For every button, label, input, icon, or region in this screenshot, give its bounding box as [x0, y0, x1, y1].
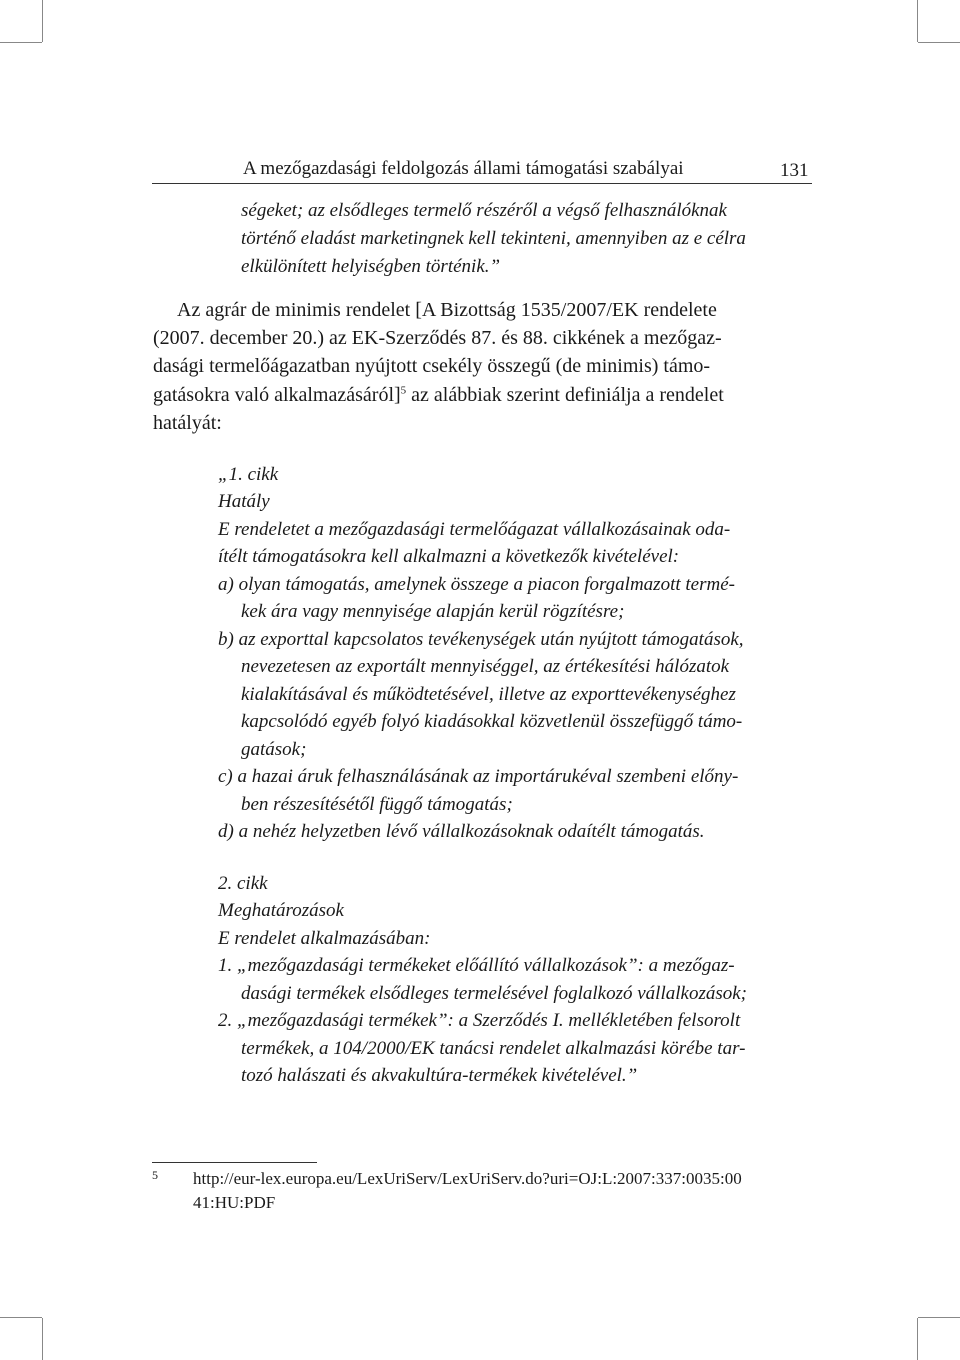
article-line: b) az exporttal kapcsolatos tevékenységek után nyújtott támogatások, [218, 629, 744, 650]
quote-line: ségeket; az elsődleges termelő részéről a végső felhasználóknak [241, 200, 727, 221]
article-line: dasági termékek elsődleges termelésével foglalkozó vállalkozások; [241, 983, 747, 1004]
quote-line: történő eladást marketingnek kell tekinteni, amennyiben az e célra [241, 228, 746, 249]
article-line: E rendeletet a mezőgazdasági termelőágazat vállalkozásainak oda- [218, 519, 731, 540]
crop-mark [0, 1317, 42, 1318]
quote-line: elkülönített helyiségben történik.” [241, 256, 501, 277]
article-line: 2. „mezőgazdasági termékek”: a Szerződés I. mellékletében felsorolt [218, 1010, 741, 1031]
article-line: kek ára vagy mennyisége alapján kerül rögzítésre; [241, 601, 625, 622]
running-title: A mezőgazdasági feldolgozás állami támogatási szabályai [243, 158, 684, 179]
body-text: az alábbiak szerint definiálja a rendelet [406, 384, 724, 406]
crop-mark [918, 1317, 960, 1318]
footnote-link-continued[interactable]: 41:HU:PDF [193, 1193, 276, 1212]
article-line: kapcsolódó egyéb folyó kiadásokkal közvetlenül összefüggő támo- [241, 711, 743, 732]
crop-mark [917, 1318, 918, 1360]
article-line: 1. „mezőgazdasági termékeket előállító vállalkozások”: a mezőgaz- [218, 955, 735, 976]
article-number: 2. cikk [218, 873, 268, 894]
article-line: E rendelet alkalmazásában: [218, 928, 431, 949]
body-line: (2007. december 20.) az EK-Szerződés 87. és 88. cikkének a mezőgaz- [153, 327, 722, 349]
footnote-link[interactable]: http://eur-lex.europa.eu/LexUriServ/LexUriServ.do?uri=OJ:L:2007:337:0035:00 [193, 1169, 742, 1188]
body-line: hatályát: [153, 412, 222, 434]
body-text: gatásokra való alkalmazásáról] [153, 384, 401, 406]
body-line [153, 385, 724, 405]
crop-mark [918, 42, 960, 43]
footnote-mark: 5 [152, 1168, 158, 1182]
article-title: Hatály [218, 491, 270, 512]
crop-mark [42, 0, 43, 42]
crop-mark [42, 1318, 43, 1360]
header-rule [152, 183, 812, 184]
article-title: Meghatározások [218, 900, 344, 921]
article-line: kialakításával és működtetésével, illetve az exporttevékenységhez [241, 684, 736, 705]
crop-mark [0, 42, 42, 43]
body-line: Az agrár de minimis rendelet [A Bizottság 1535/2007/EK rendelete [177, 299, 717, 321]
article-line: a) olyan támogatás, amelynek összege a piacon forgalmazott termé- [218, 574, 735, 595]
body-line: dasági termelőágazatban nyújtott csekély összegű (de minimis) támo- [153, 355, 711, 377]
article-line: d) a nehéz helyzetben lévő vállalkozásoknak odaítélt támogatás. [218, 821, 705, 842]
article-line: nevezetesen az exportált mennyiséggel, az értékesítési hálózatok [241, 656, 730, 677]
article-line: ben részesítésétől függő támogatás; [241, 794, 513, 815]
article-number: „1. cikk [218, 464, 279, 485]
article-line: c) a hazai áruk felhasználásának az importárukéval szembeni előny- [218, 766, 739, 787]
article-line: tozó halászati és akvakultúra-termékek kivételével.” [241, 1065, 638, 1086]
footnote-reference[interactable]: 5 [400, 384, 407, 397]
crop-mark [917, 0, 918, 42]
article-line: gatások; [241, 739, 307, 760]
page-number: 131 [780, 160, 809, 181]
article-line: termékek, a 104/2000/EK tanácsi rendelet alkalmazási körébe tar- [241, 1038, 746, 1059]
footnote-rule [152, 1162, 317, 1163]
article-line: ítélt támogatásokra kell alkalmazni a következők kivételével: [218, 546, 680, 567]
